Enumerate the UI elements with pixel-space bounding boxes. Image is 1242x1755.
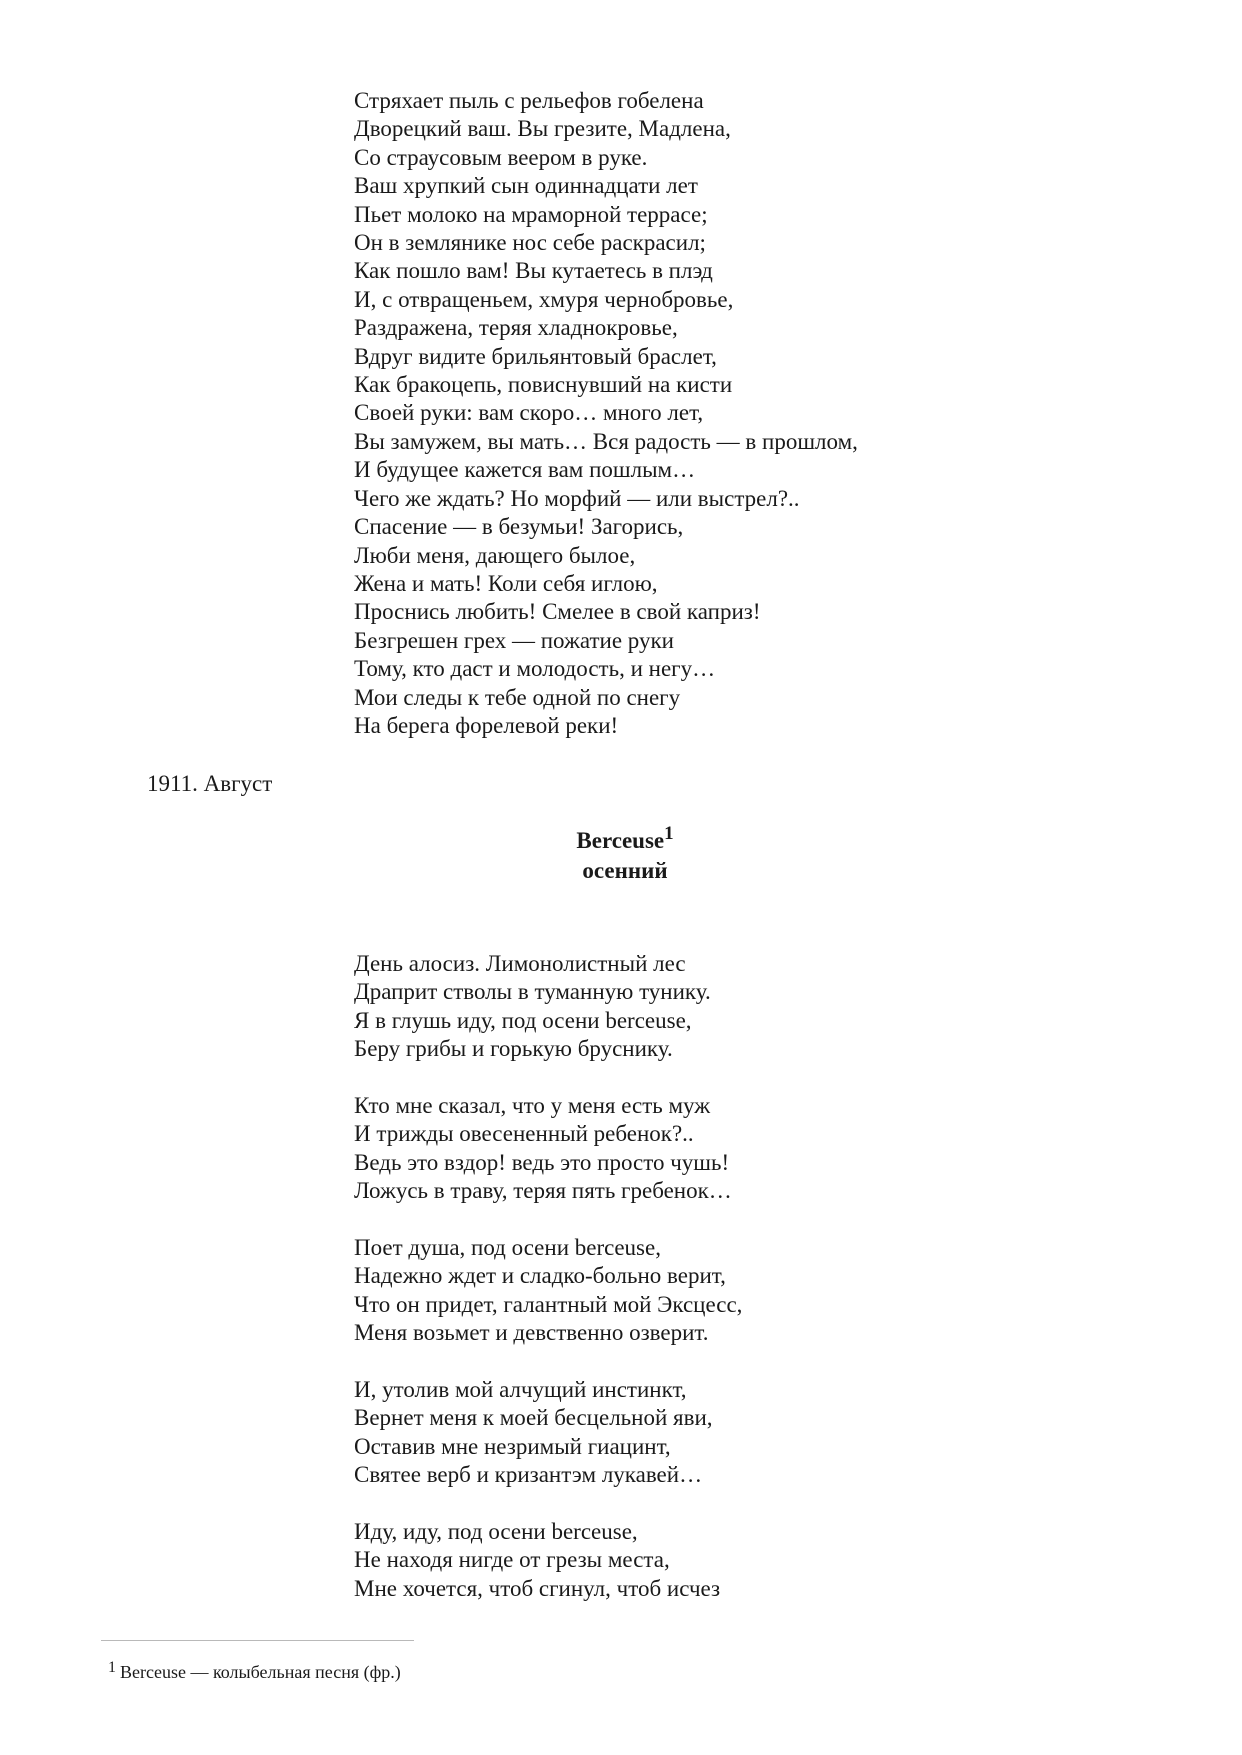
poem-stanza [354, 1234, 742, 1348]
poem-stanza [354, 1518, 720, 1603]
poem-heading [0, 823, 1242, 886]
poem-line: Вернет меня к моей бесцельной яви, [354, 1405, 713, 1431]
poem-line: Не находя нигде от грезы места, [354, 1547, 670, 1573]
poem-line: Пьет молоко на мраморной террасе; [354, 201, 708, 227]
poem-line: Жена и мать! Коли себя иглою, [354, 570, 658, 596]
poem-subtitle: осенний [582, 858, 668, 883]
poem-line: Иду, иду, под осени berceuse, [354, 1519, 638, 1544]
poem-line: И трижды овесененный ребенок?.. [354, 1121, 694, 1147]
poem-line: Дворецкий ваш. Вы грезите, Мадлена, [354, 116, 731, 142]
poem-line: Ведь это вздор! ведь это просто чушь! [354, 1149, 730, 1175]
poem-line: Оставив мне незримый гиацинт, [354, 1433, 671, 1459]
poem-line: Я в глушь иду, под осени berceuse, [354, 1007, 692, 1033]
poem-line: Вдруг видите брильянтовый браслет, [354, 343, 717, 369]
poem-line: И, утолив мой алчущий инстинкт, [354, 1377, 687, 1402]
poem-line: Поет душа, под осени berceuse, [354, 1235, 661, 1260]
poem-line: Он в землянике нос себе раскрасил; [354, 230, 706, 256]
poem-date: 1911. Август [147, 771, 273, 796]
footnote-mark: 1 [108, 1659, 116, 1676]
poem-line: День алосиз. Лимонолистный лес [354, 951, 686, 976]
poem-line: Тому, кто даст и молодость, и негу… [354, 656, 716, 682]
poem-line: Своей руки: вам скоро… много лет, [354, 400, 704, 426]
poem-line: Чего же ждать? Но морфий — или выстрел?.. [354, 485, 800, 511]
poem-title-text: Berceuse [576, 828, 665, 853]
poem-line: Мне хочется, чтоб сгинул, чтоб исчез [354, 1575, 721, 1601]
poem-line: И будущее кажется вам пошлым… [354, 457, 696, 483]
poem-stanza [354, 950, 711, 1064]
poem-line: Как пошло вам! Вы кутаетесь в плэд [354, 258, 713, 284]
poem-stanza [354, 87, 858, 740]
poem-line: Люби меня, дающего былое, [354, 542, 636, 568]
poem-line: Спасение — в безумьи! Загорись, [354, 514, 684, 540]
poem-line: Драприт стволы в туманную тунику. [354, 979, 711, 1005]
poem-line: Вы замужем, вы мать… Вся радость — в прошлом, [354, 428, 858, 454]
poem-line: Святее верб и кризантэм лукавей… [354, 1462, 703, 1488]
poem-line: Мои следы к тебе одной по снегу [354, 684, 681, 710]
footnote-divider [101, 1640, 414, 1641]
poem-stanza [354, 1092, 732, 1206]
poem-line: Раздражена, теряя хладнокровье, [354, 315, 678, 341]
poem-line: Что он придет, галантный мой Эксцесс, [354, 1291, 743, 1317]
poem-line: Кто мне сказал, что у меня есть муж [354, 1093, 711, 1118]
poem-line: Ложусь в траву, теряя пять гребенок… [354, 1178, 732, 1204]
poem-line: Безгрешен грех — пожатие руки [354, 627, 674, 653]
poem-line: Проснись любить! Смелее в свой каприз! [354, 599, 761, 625]
poem-title [4, 823, 1242, 856]
poem-line: На берега форелевой реки! [354, 712, 619, 738]
poem-stanza [354, 1376, 713, 1490]
footnote [108, 1660, 401, 1684]
poem-line: Меня возьмет и девственно озверит. [354, 1320, 709, 1346]
poem-line: Стряхает пыль с рельефов гобелена [354, 88, 704, 113]
poem-line: И, с отвращеньем, хмуря чернобровье, [354, 286, 734, 312]
poem-line: Беру грибы и горькую бруснику. [354, 1036, 673, 1062]
poem-line: Со страусовым веером в руке. [354, 144, 648, 170]
poem-line: Как бракоцепь, повиснувший на кисти [354, 372, 733, 398]
footnote-text: Berceuse — колыбельная песня (фр.) [120, 1662, 401, 1682]
footnote-reference[interactable]: 1 [664, 823, 674, 844]
poem-line: Ваш хрупкий сын одиннадцати лет [354, 173, 698, 199]
poem-line: Надежно ждет и сладко-больно верит, [354, 1263, 726, 1289]
